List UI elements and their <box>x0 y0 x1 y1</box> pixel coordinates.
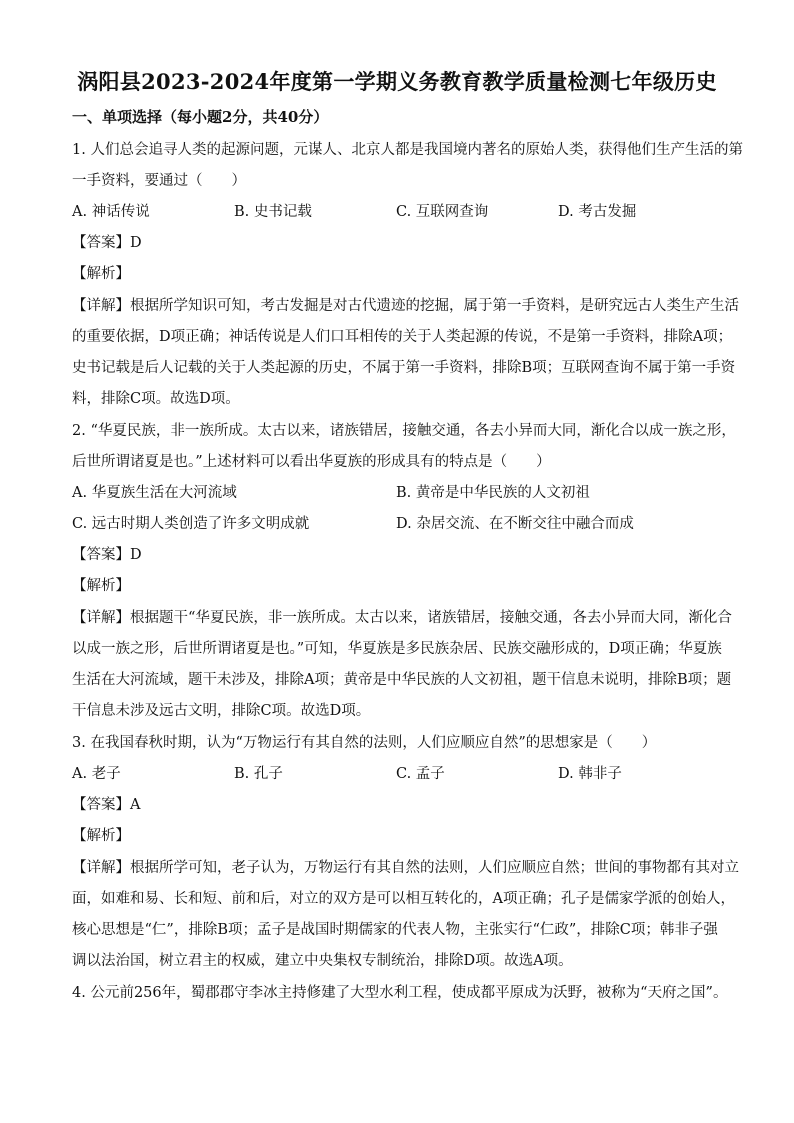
question-1-detail-line-1: 【详解】根据所学知识可知，考古发掘是对古代遗迹的挖掘，属于第一手资料，是研究远古人类生产生活 <box>72 298 739 314</box>
question-1-stem-line-2: 一手资料，要通过（ ） <box>72 173 246 189</box>
question-3-detail-line-1: 【详解】根据所学可知，老子认为，万物运行有其自然的法则，人们应顺应自然；世间的事物都有其对立 <box>72 860 739 876</box>
question-1-option-c: C. 互联网查询 <box>396 204 489 220</box>
question-3-option-a: A. 老子 <box>72 766 121 782</box>
question-2-detail-line-4: 干信息未涉及远古文明，排除C项。故选D项。 <box>72 703 371 719</box>
question-2-stem-line-2: 后世所谓诸夏是也。”上述材料可以看出华夏族的形成具有的特点是（ ） <box>72 454 551 470</box>
question-3-detail-line-2: 面，如难和易、长和短、前和后，对立的双方是可以相互转化的，A项正确；孔子是儒家学派的创始人， <box>72 891 735 907</box>
question-2-answer: 【答案】D <box>72 547 142 563</box>
question-2-detail-line-3: 生活在大河流域，题干未涉及，排除A项；黄帝是中华民族的人文初祖，题干信息未说明，排除B项；题 <box>72 672 732 688</box>
question-3-option-d: D. 韩非子 <box>558 766 622 782</box>
question-1-detail-line-3: 史书记载是后人记载的关于人类起源的历史，不属于第一手资料，排除B项；互联网查询不属于第一手资 <box>72 360 736 376</box>
question-3-analysis-label: 【解析】 <box>72 828 130 844</box>
question-2-stem-line-1: 2. “华夏民族，非一族所成。太古以来，诸族错居，接触交通，各去小异而大同，渐化合以成一族之形， <box>72 423 736 439</box>
section-heading: 一、单项选择（每小题2分，共40分） <box>72 108 329 126</box>
question-1-analysis-label: 【解析】 <box>72 266 130 282</box>
question-1-detail-line-4: 料，排除C项。故选D项。 <box>72 391 240 407</box>
question-1-detail-line-2: 的重要依据，D项正确；神话传说是人们口耳相传的关于人类起源的传说，不是第一手资料，排除A项； <box>72 329 733 345</box>
question-2-option-b: B. 黄帝是中华民族的人文初祖 <box>396 485 590 501</box>
question-4-stem-line-1: 4. 公元前256年，蜀郡郡守李冰主持修建了大型水利工程，使成都平原成为沃野，被称为“天府之国”。 <box>72 985 728 1001</box>
question-3-detail-line-4: 调以法治国，树立君主的权威，建立中央集权专制统治，排除D项。故选A项。 <box>72 953 573 969</box>
question-2-option-a: A. 华夏族生活在大河流域 <box>72 485 237 501</box>
question-2-option-c: C. 远古时期人类创造了许多文明成就 <box>72 516 310 532</box>
page-title: 涡阳县2023-2024年度第一学期义务教育教学质量检测七年级历史 <box>77 69 717 94</box>
question-3-answer: 【答案】A <box>72 797 141 813</box>
question-1-option-d: D. 考古发掘 <box>558 204 637 220</box>
question-2-option-d: D. 杂居交流、在不断交往中融合而成 <box>396 516 634 532</box>
question-1-answer: 【答案】D <box>72 235 142 251</box>
question-2-detail-line-1: 【详解】根据题干“华夏民族，非一族所成。太古以来，诸族错居，接触交通，各去小异而大同，渐化合 <box>72 610 732 626</box>
question-3-option-b: B. 孔子 <box>234 766 283 782</box>
question-3-option-c: C. 孟子 <box>396 766 445 782</box>
question-1-option-a: A. 神话传说 <box>72 204 150 220</box>
question-2-analysis-label: 【解析】 <box>72 578 130 594</box>
question-3-stem-line-1: 3. 在我国春秋时期，认为“万物运行有其自然的法则，人们应顺应自然”的思想家是（ ） <box>72 735 657 751</box>
question-1-option-b: B. 史书记载 <box>234 204 312 220</box>
question-1-stem-line-1: 1. 人们总会追寻人类的起源问题，元谋人、北京人都是我国境内著名的原始人类，获得他们生产生活的第 <box>72 142 743 158</box>
question-2-detail-line-2: 以成一族之形，后世所谓诸夏是也。”可知，华夏族是多民族杂居、民族交融形成的，D项正确；华夏族 <box>72 641 722 657</box>
question-3-detail-line-3: 核心思想是“仁”，排除B项；孟子是战国时期儒家的代表人物，主张实行“仁政”，排除C项；韩非子强 <box>72 922 718 938</box>
